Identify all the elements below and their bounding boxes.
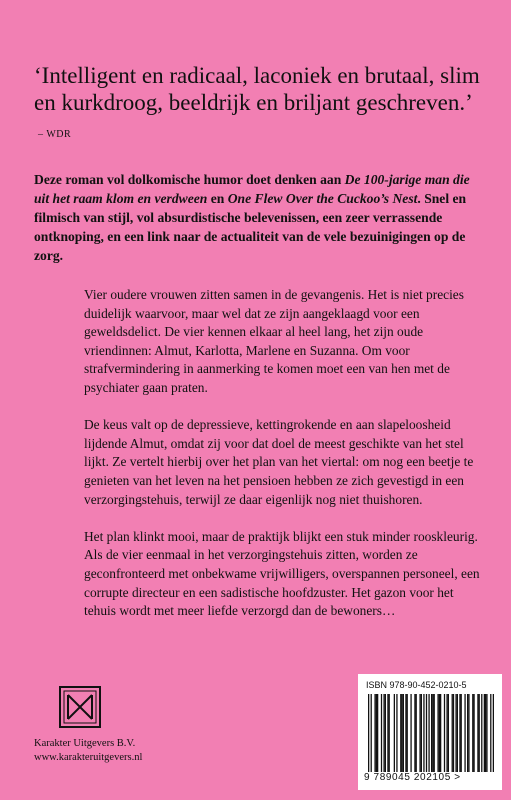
blurb-part-1: Deze roman vol dolkomische humor doet denken aan [34,172,345,187]
blurb-part-3: . Snel en filmisch van stijl, vol absurdistische belevenissen, een zeer verrassende ontknoping, en een link naar de actualiteit van de vele bezuinigingen op de zorg. [34,191,467,263]
barcode-bar [376,694,377,772]
quote-source: – WDR [38,129,72,140]
barcode-bar [473,694,474,772]
barcode-bar [377,694,378,772]
barcode-bar [453,694,454,772]
barcode-digits: 9 789045 202105 > [364,772,461,783]
barcode-bar [401,694,402,772]
quote-text: ‘Intelligent en radicaal, laconiek en brutaal, slim en kurkdroog, beeldrijk en briljant geschreven.’ [34,63,480,115]
barcode-bar [396,694,397,772]
barcode-bar [385,694,386,772]
barcode-bar [419,694,420,772]
barcode-bar [368,694,369,772]
barcode-bar [439,694,440,772]
barcode-bar [444,694,445,772]
publisher-block [34,686,234,765]
blurb-title-2: One Flew Over the Cuckoo’s Nest [227,191,418,206]
publisher-logo-icon [59,686,101,728]
barcode-bars [368,694,494,772]
review-quote [34,62,484,148]
barcode-bar [394,694,395,772]
barcode-bar [434,694,435,772]
barcode-bar [414,694,415,772]
barcode-bar [446,694,447,772]
barcode-bar [486,694,487,772]
barcode-bar [410,694,411,772]
barcode-bar [481,694,482,772]
barcode-bar [477,694,478,772]
barcode-bar [455,694,456,772]
barcode-bar [461,694,462,772]
barcode-bar [405,694,406,772]
synopsis-paragraph-1: Vier oudere vrouwen zitten samen in de gevangenis. Het is niet precies duidelijk waarvoor, maar wel dat ze zijn aangeklaagd voor een geweldsdelict. De vier kennen elkaar al heel lang, het zijn oude vriendinnen: Almut, Karlotta, Marlene en Suzanna. Om voor strafvermindering in aanmerking te komen moet een van hen met de psychiater gaan praten. [84,287,464,395]
barcode-bar [421,694,422,772]
blurb [34,170,484,265]
blurb-part-2: en [207,191,228,206]
isbn-text: ISBN 978-90-452-0210-5 [366,680,467,690]
barcode-bar [493,694,494,772]
barcode-bar [423,694,424,772]
barcode-box [358,674,502,790]
barcode-bar [484,694,485,772]
barcode-bar [387,694,388,772]
barcode-bar [472,694,473,772]
barcode-bar [389,694,390,772]
barcode-bar [400,694,401,772]
barcode-bar [428,694,429,772]
barcode-bar [467,694,468,772]
barcode-bar [437,694,438,772]
publisher-name: Karakter Uitgevers B.V. [34,738,136,749]
synopsis [84,286,484,639]
barcode-bar [440,694,441,772]
barcode-bar [479,694,480,772]
barcode-bar [452,694,453,772]
synopsis-paragraph-3: Het plan klinkt mooi, maar de praktijk blijkt een stuk minder rooskleurig. Als de vier eenmaal in het verzorgingstehuis zitten, worden ze geconfronteerd met onbekwame vrijwilligers, overspannen personeel, een corrupte directeur en een sadistische hoofdzuster. Het gazon voor het tehuis wordt met meer liefde verzorgd dan de bewoners… [84,528,480,619]
barcode-bar [457,694,458,772]
barcode-bar [448,694,449,772]
barcode-bar [416,694,417,772]
publisher-website: www.karakteruitgevers.nl [34,752,143,763]
barcode-bar [459,694,460,772]
barcode-bar [490,694,491,772]
barcode-bar [383,694,384,772]
blurb-title-1: De 100-jarige man die uit het raam klom en verdween [34,172,470,206]
barcode-bar [371,694,372,772]
synopsis-paragraph-2: De keus valt op de depressieve, kettingrokende en aan slapeloosheid lijdende Almut, omdat zij voor dat doel de meest geschikte van het stel lijkt. Ze vertelt hierbij over het plan van het viertal: om nog een beetje te genieten van het leven na het pensioen hebben ze zich gevestigd in een verzorgingstehuis, terwijl ze daar eigenlijk nog niet thuishoren. [84,417,474,507]
barcode-bar [426,694,427,772]
barcode-bar [381,694,382,772]
barcode-bar [403,694,404,772]
barcode-bar [374,694,375,772]
barcode-bar [468,694,469,772]
barcode-bar [431,694,432,772]
barcode-bar [407,694,408,772]
barcode-bar [464,694,465,772]
barcode-bar [432,694,433,772]
barcode-bar [485,694,486,772]
